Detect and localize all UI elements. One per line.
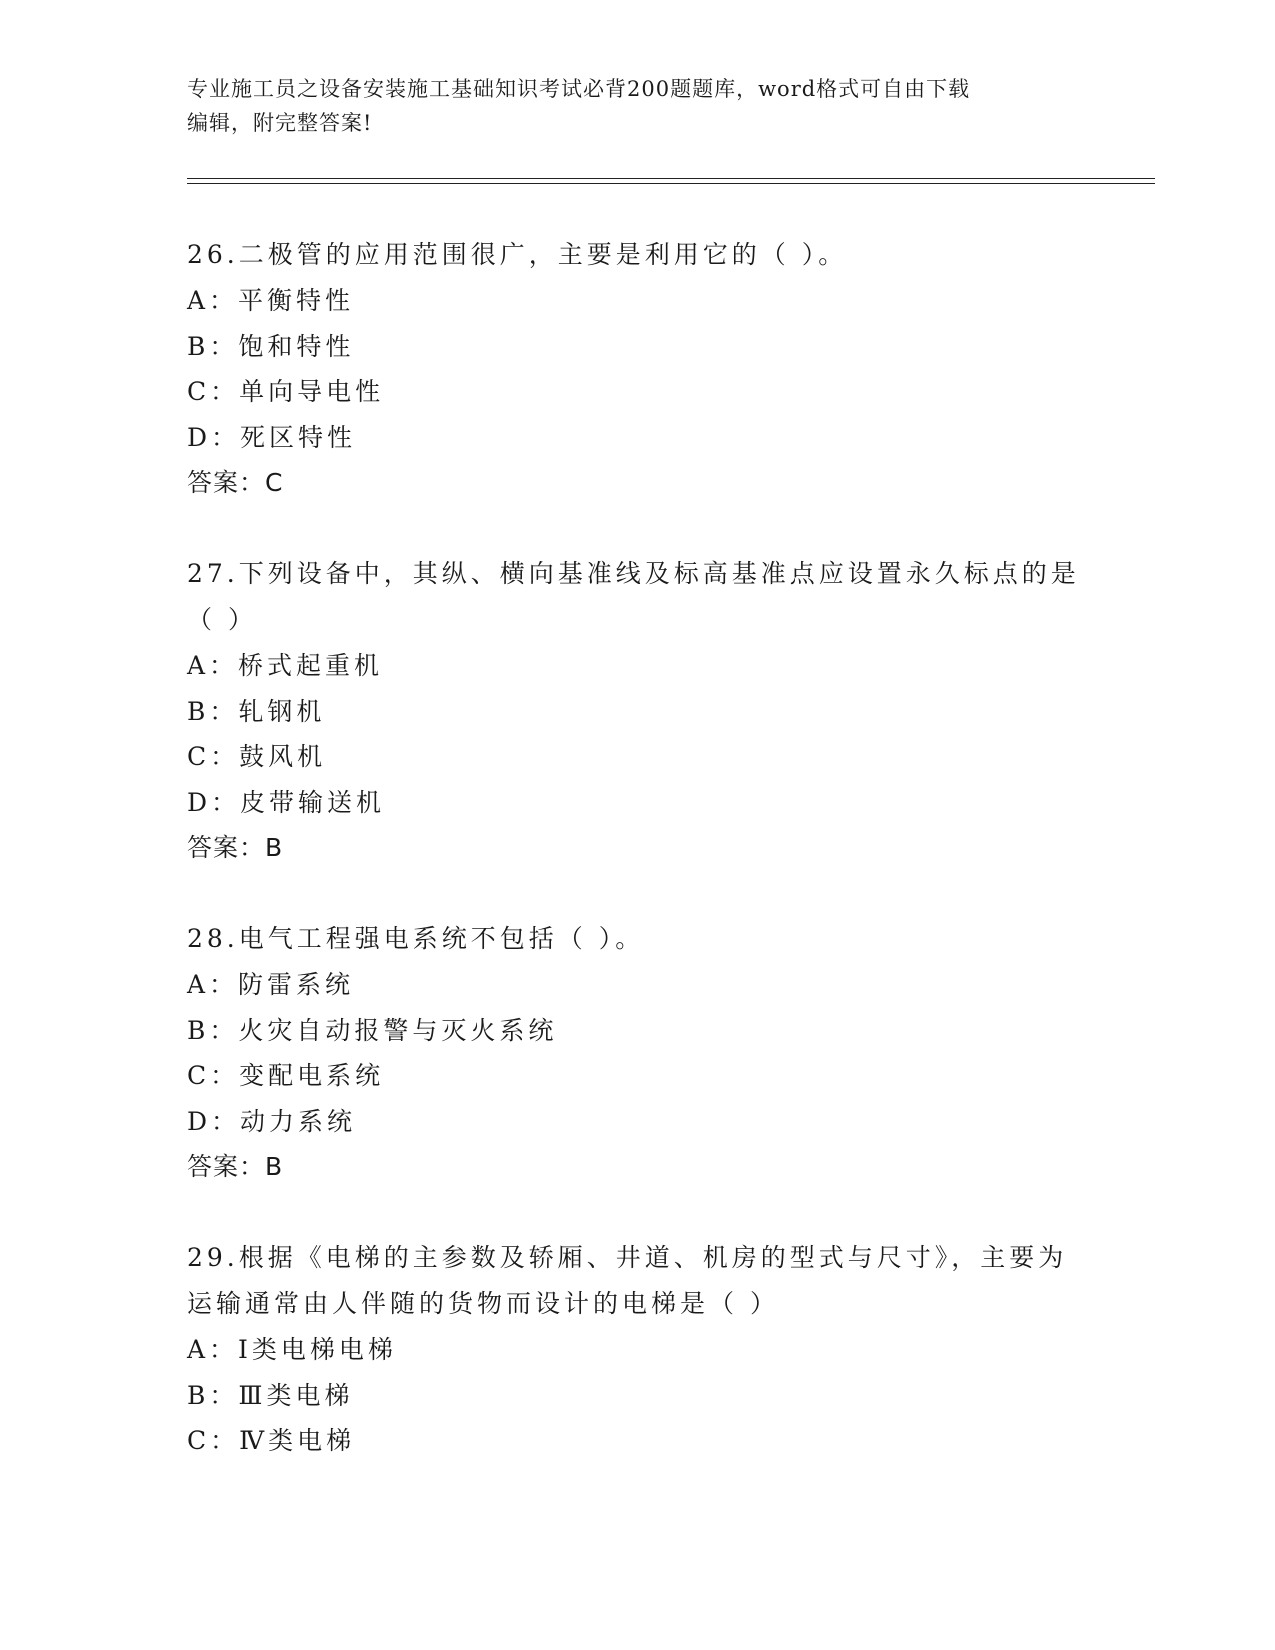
question-stem: 26.二极管的应用范围很广，主要是利用它的（ ）。 xyxy=(187,240,848,269)
document-header xyxy=(187,72,1067,140)
answer-line: 答案：B xyxy=(187,1152,284,1181)
option-d: D：动力系统 xyxy=(187,1106,357,1136)
option-b: B：火灾自动报警与灭火系统 xyxy=(187,1015,558,1045)
question-stem: 27.下列设备中，其纵、横向基准线及标高基准点应设置永久标点的是 xyxy=(187,559,1080,588)
option-b: B：饱和特性 xyxy=(187,331,355,361)
answer-line: 答案：C xyxy=(187,468,284,497)
option-a: A：桥式起重机 xyxy=(187,651,384,680)
question-stem-continued: 运输通常由人伴随的货物而设计的电梯是（ ） xyxy=(187,1289,779,1318)
option-c: C：Ⅳ类电梯 xyxy=(187,1426,356,1455)
question-stem-continued: （ ） xyxy=(187,605,257,634)
header-divider-bottom xyxy=(187,183,1155,184)
question-stem: 28.电气工程强电系统不包括（ ）。 xyxy=(187,924,645,953)
option-c: C：变配电系统 xyxy=(187,1061,385,1090)
answer-line: 答案：B xyxy=(187,833,284,862)
option-d: D：死区特性 xyxy=(187,422,357,452)
question-stem: 29.根据《电梯的主参数及轿厢、井道、机房的型式与尺寸》，主要为 xyxy=(187,1243,1068,1272)
question-26 xyxy=(187,232,1087,506)
option-b: B：Ⅲ类电梯 xyxy=(187,1380,354,1410)
option-b: B：轧钢机 xyxy=(187,696,326,726)
header-divider-top xyxy=(187,178,1155,179)
question-27 xyxy=(187,551,1087,871)
header-title-line-2: 编辑，附完整答案! xyxy=(187,111,373,135)
option-d: D：皮带输送机 xyxy=(187,787,386,817)
question-29 xyxy=(187,1235,1087,1464)
question-28 xyxy=(187,916,1087,1190)
option-a: A：防雷系统 xyxy=(187,970,355,999)
question-list xyxy=(187,232,1087,1509)
option-a: A：平衡特性 xyxy=(187,286,355,315)
option-c: C：单向导电性 xyxy=(187,377,385,406)
option-c: C：鼓风机 xyxy=(187,742,327,771)
header-title-line-1: 专业施工员之设备安装施工基础知识考试必背200题题库，word格式可自由下载 xyxy=(187,77,971,101)
option-a: A：Ⅰ类电梯电梯 xyxy=(187,1335,397,1364)
